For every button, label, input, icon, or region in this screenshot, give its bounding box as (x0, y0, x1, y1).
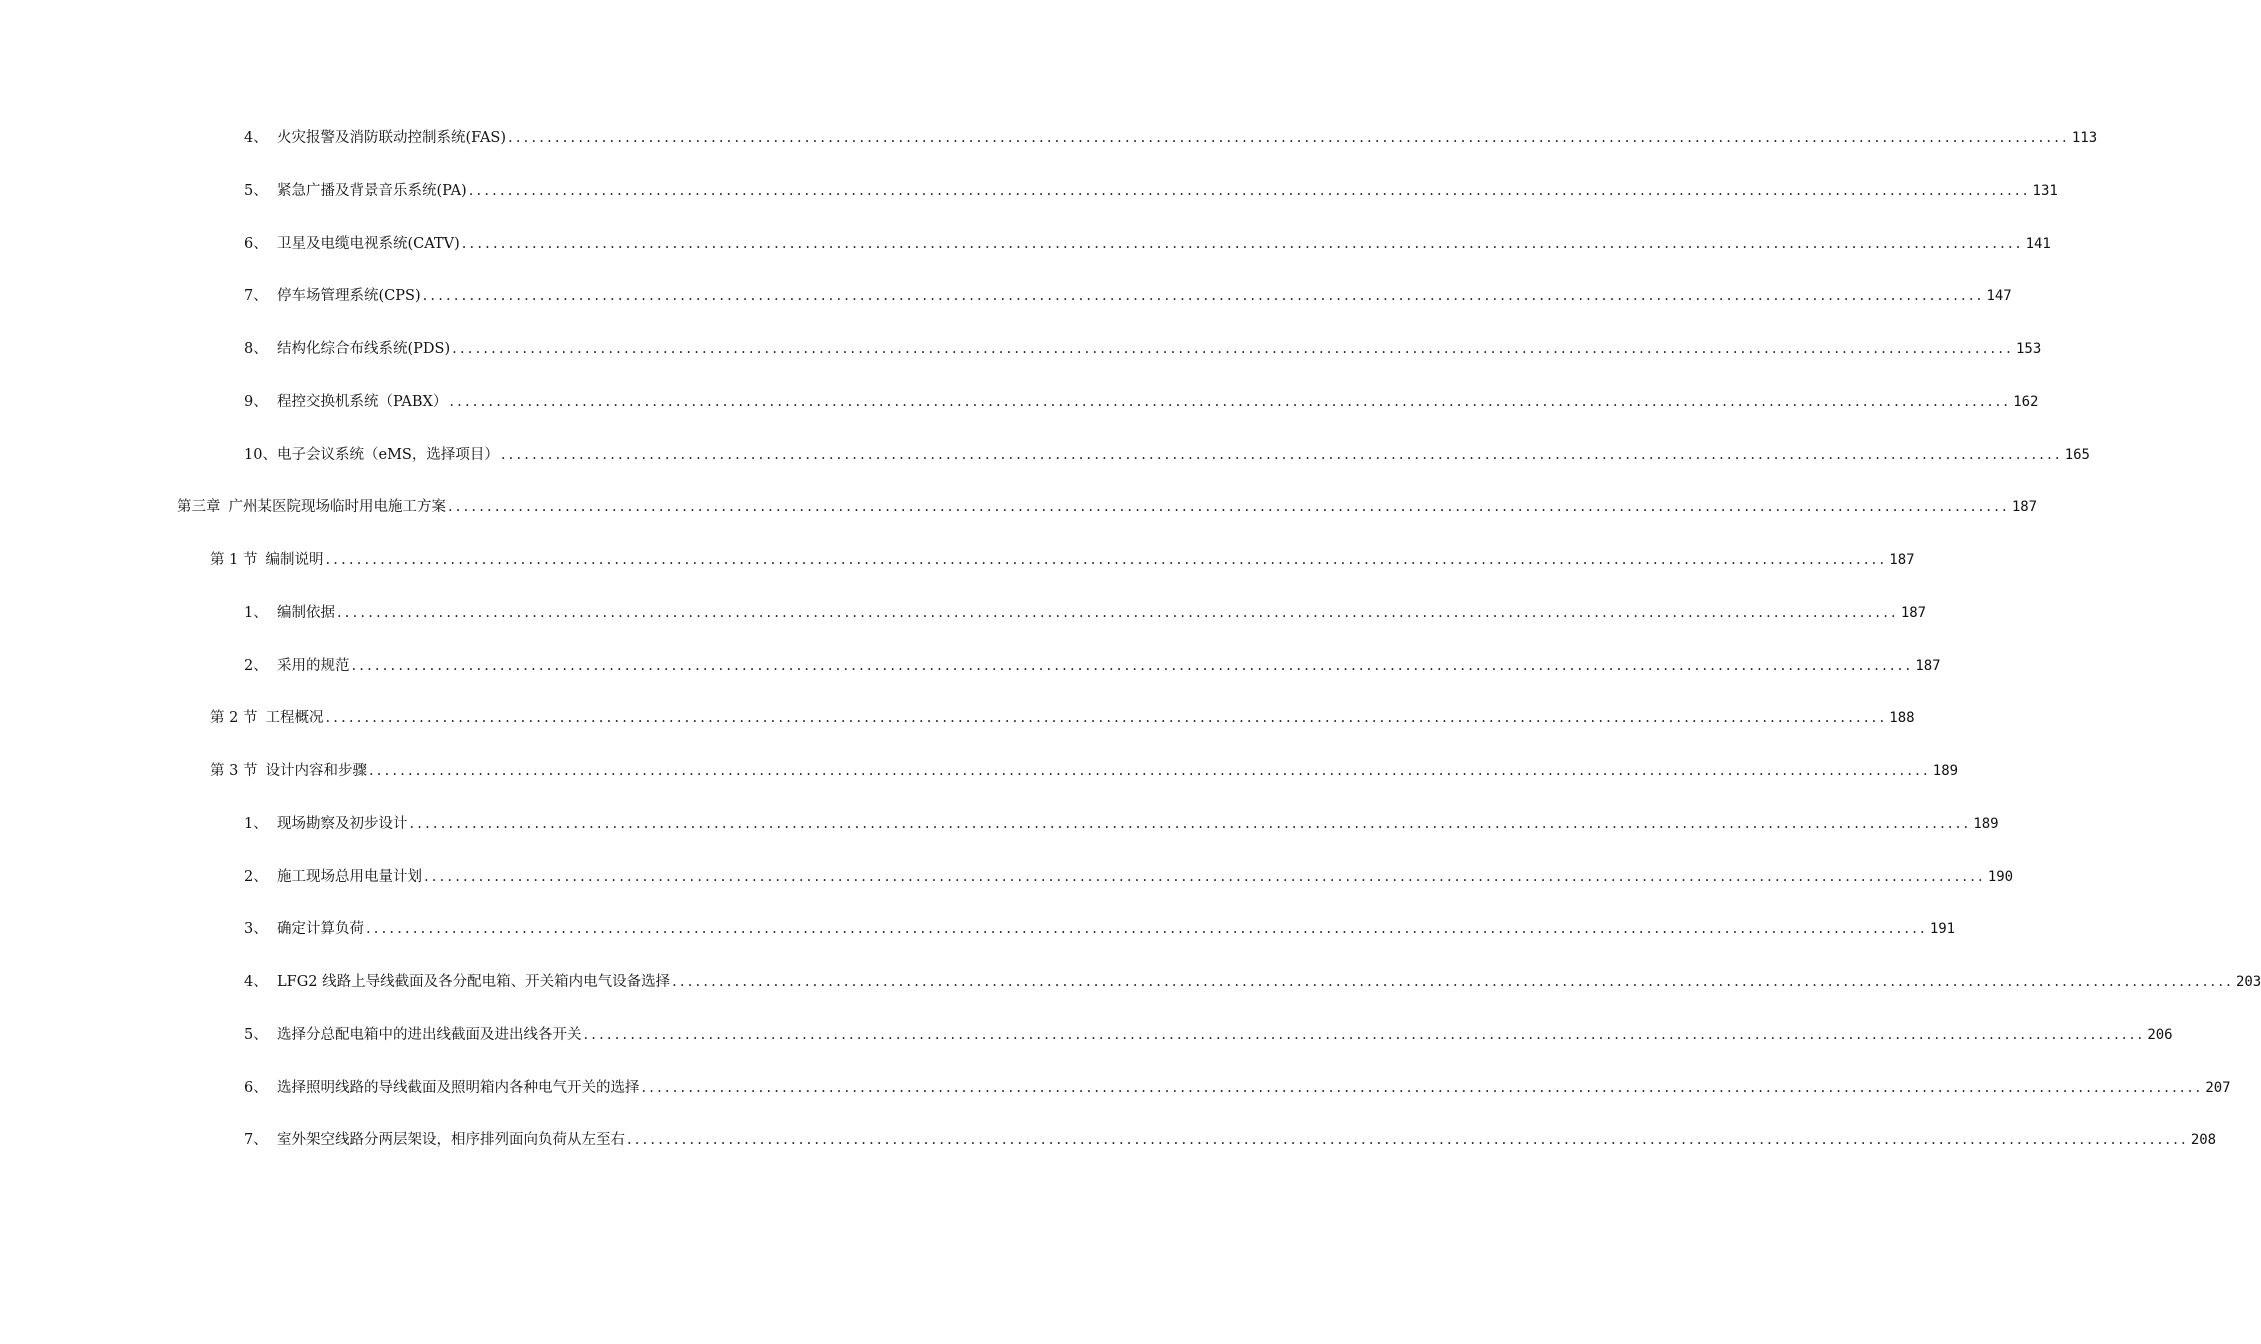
toc-entry-number: 7、 (244, 1132, 268, 1149)
toc-entry-page-number: 187 (1889, 552, 1915, 568)
toc-entry-page-number: 113 (2071, 130, 2098, 146)
toc-entry-page-number: 162 (2013, 393, 2039, 410)
toc-entry-page-number: 207 (2205, 1079, 2231, 1096)
toc-entry[interactable] (0, 388, 2039, 441)
toc-entry-page-number: 190 (1987, 868, 2014, 885)
toc-entry-number: 第 3 节 (210, 763, 258, 779)
toc-entry-page-number: 187 (1915, 657, 1941, 674)
toc-entry-number: 9、 (244, 393, 268, 410)
toc-entry[interactable] (0, 177, 2058, 230)
toc-dot-leader: ........................................................................................................................................................................................................ (337, 604, 1899, 621)
toc-dot-leader: ........................................................................................................................................................................................................ (325, 710, 1888, 727)
toc-entry-number: 7、 (244, 288, 268, 305)
toc-dot-leader: ........................................................................................................................................................................................................ (351, 657, 1914, 674)
toc-entry-number: 6、 (244, 1079, 268, 1096)
toc-dot-leader: ........................................................................................................................................................................................................ (368, 763, 1931, 779)
toc-entry-title: 卫星及电缆电视系统(CATV) (277, 235, 460, 252)
toc-entry-title: 确定计算负荷 (277, 921, 364, 938)
toc-entry-page-number: 191 (1929, 921, 1956, 938)
toc-entry[interactable] (0, 810, 1999, 863)
toc-entry-number: 1、 (244, 604, 268, 621)
toc-entry-number: 8、 (244, 341, 268, 357)
toc-entry-title: 广州某医院现场临时用电施工方案 (228, 499, 446, 516)
toc-entry[interactable] (0, 230, 2051, 283)
toc-dot-leader: ........................................................................................................................................................................................................ (627, 1132, 2189, 1149)
toc-entry-page-number: 141 (2025, 235, 2051, 252)
toc-entry-number: 4、 (244, 130, 268, 146)
toc-entry-page-number: 189 (1973, 815, 1999, 832)
toc-entry[interactable] (0, 1074, 2231, 1127)
toc-entry[interactable] (0, 546, 1915, 599)
toc-dot-leader: ........................................................................................................................................................................................................ (500, 446, 2063, 463)
toc-entry-title: 程控交换机系统（PABX） (277, 393, 448, 410)
toc-entry-title: 停车场管理系统(CPS) (277, 288, 421, 305)
toc-entry[interactable] (0, 1021, 2173, 1074)
toc-dot-leader: ........................................................................................................................................................................................................ (508, 130, 2070, 146)
toc-entry-title: 现场勘察及初步设计 (277, 815, 408, 832)
toc-entry-page-number: 147 (1986, 288, 2012, 305)
toc-entry-number: 第 1 节 (210, 552, 258, 568)
toc-entry[interactable] (0, 915, 1956, 968)
toc-entry-title: 施工现场总用电量计划 (277, 868, 422, 885)
toc-entry[interactable] (0, 441, 2090, 494)
toc-entry-title: 结构化综合布线系统(PDS) (277, 341, 451, 357)
toc-entry-number: 4、 (244, 974, 268, 990)
toc-entry-title: 编制说明 (265, 552, 324, 568)
toc-dot-leader: ........................................................................................................................................................................................................ (422, 288, 1985, 305)
toc-entry-number: 2、 (244, 657, 268, 674)
toc-entry-title: 选择照明线路的导线截面及照明箱内各种电气开关的选择 (277, 1079, 640, 1096)
toc-entry-number: 10、 (244, 446, 277, 463)
toc-entry-page-number: 206 (2147, 1026, 2173, 1043)
toc-entry[interactable] (0, 282, 2012, 335)
toc-dot-leader: ........................................................................................................................................................................................................ (325, 552, 1888, 568)
toc-dot-leader: ........................................................................................................................................................................................................ (452, 341, 2014, 357)
toc-entry[interactable] (0, 757, 1959, 810)
toc-entry-page-number: 187 (2011, 499, 2038, 516)
toc-entry-page-number: 131 (2032, 182, 2058, 199)
toc-entry-number: 2、 (244, 868, 268, 885)
toc-entry-number: 5、 (244, 1026, 268, 1043)
toc-dot-leader: ........................................................................................................................................................................................................ (461, 235, 2024, 252)
toc-dot-leader: ........................................................................................................................................................................................................ (448, 499, 2010, 516)
toc-entry-title: 工程概况 (265, 710, 324, 727)
toc-entry[interactable] (0, 493, 2038, 546)
toc-entry-page-number: 208 (2190, 1132, 2217, 1149)
toc-entry-number: 第 2 节 (210, 710, 258, 727)
toc-entry[interactable] (0, 968, 2261, 1021)
toc-entry-page-number: 165 (2064, 446, 2090, 463)
toc-entry-title: 紧急广播及背景音乐系统(PA) (277, 182, 467, 199)
toc-dot-leader: ........................................................................................................................................................................................................ (424, 868, 1986, 885)
toc-dot-leader: ........................................................................................................................................................................................................ (468, 182, 2031, 199)
toc-entry-title: 采用的规范 (277, 657, 350, 674)
toc-entry[interactable] (0, 335, 2042, 388)
toc-entry-title: 室外架空线路分两层架设，相序排列面向负荷从左至右 (277, 1132, 625, 1149)
toc-entry-number: 5、 (244, 182, 268, 199)
toc-entry-title: LFG2 线路上导线截面及各分配电箱、开关箱内电气设备选择 (277, 974, 671, 990)
toc-entry-title: 选择分总配电箱中的进出线截面及进出线各开关 (277, 1026, 582, 1043)
toc-dot-leader: ........................................................................................................................................................................................................ (366, 921, 1928, 938)
toc-entry-title: 火灾报警及消防联动控制系统(FAS) (277, 130, 507, 146)
toc-entry-page-number: 153 (2015, 341, 2042, 357)
toc-entry-number: 6、 (244, 235, 268, 252)
toc-entry[interactable] (0, 599, 1927, 652)
toc-entry[interactable] (0, 863, 2014, 916)
toc-entry-page-number: 203 (2235, 974, 2261, 990)
toc-entry-title: 编制依据 (277, 604, 335, 621)
toc-entry-number: 第三章 (177, 499, 221, 516)
toc-entry-title: 设计内容和步骤 (265, 763, 367, 779)
table-of-contents (0, 124, 2261, 1179)
toc-dot-leader: ........................................................................................................................................................................................................ (583, 1026, 2146, 1043)
toc-entry[interactable] (0, 652, 1941, 705)
toc-entry-page-number: 188 (1889, 710, 1915, 727)
toc-entry-page-number: 189 (1932, 763, 1959, 779)
toc-entry-number: 3、 (244, 921, 268, 938)
toc-dot-leader: ........................................................................................................................................................................................................ (449, 393, 2012, 410)
toc-entry-page-number: 187 (1900, 604, 1927, 621)
toc-dot-leader: ........................................................................................................................................................................................................ (672, 974, 2234, 990)
toc-dot-leader: ........................................................................................................................................................................................................ (409, 815, 1972, 832)
toc-entry[interactable] (0, 704, 1915, 757)
toc-entry-title: 电子会议系统（eMS，选择项目） (277, 446, 499, 463)
toc-entry[interactable] (0, 1126, 2217, 1179)
toc-entry[interactable] (0, 124, 2098, 177)
toc-dot-leader: ........................................................................................................................................................................................................ (641, 1079, 2204, 1096)
toc-entry-number: 1、 (244, 815, 268, 832)
